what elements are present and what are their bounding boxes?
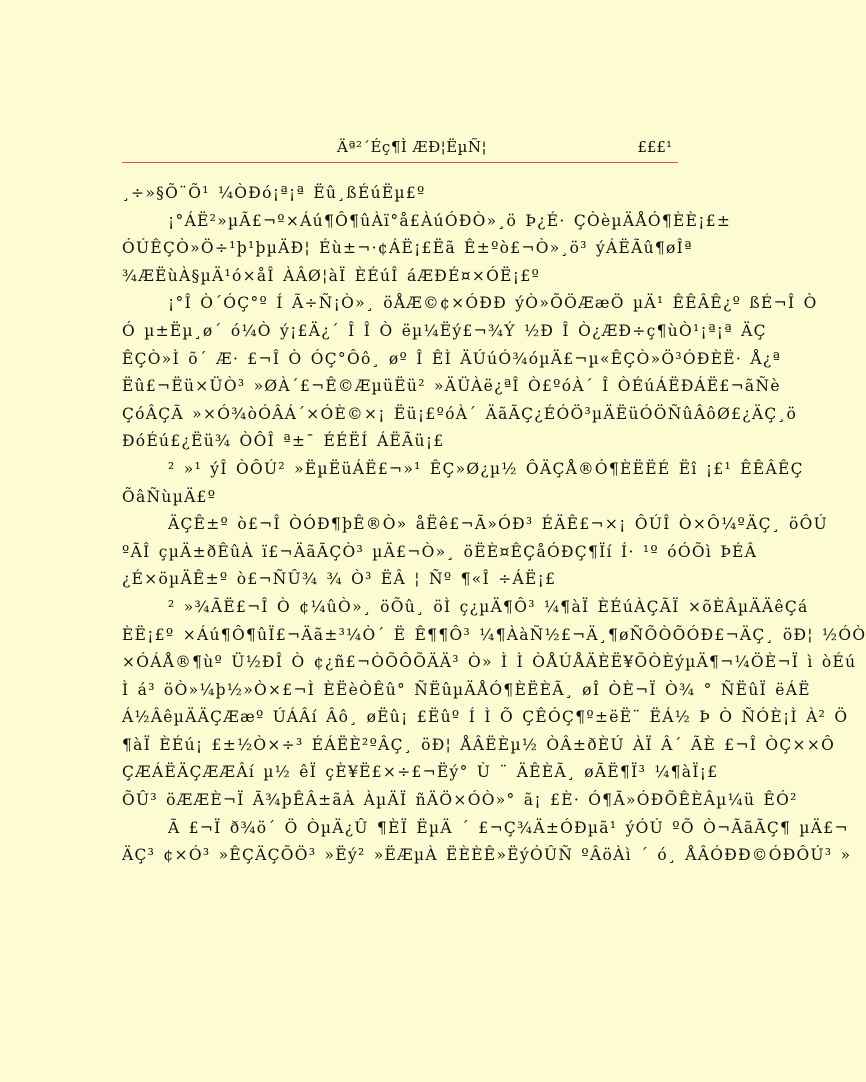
text-line: ÈË¡£º ×Áú¶Ô¶ûÏ£¬Äã±³¼Ò´ Ë Ê¶¶Ô³ ¼¶ÀàÑ½£¬Ä¸¶øÑÕÒÕÓÐ£¬ÄÇ¸ öÐ¦ ½ÓÒ (122, 625, 866, 644)
page-number: £££¹ (637, 138, 672, 156)
text-line: Ì á³ öÒ»¼þ½»Ò×£¬Ì ÈËèÒÊû° ÑËûµÄÅÓ¶ÈËÈÃ¸ øÎ ÒÈ¬Ï Ò¾ ° ÑËûÏ ëÁË (122, 680, 811, 699)
text-line: ÓÚÊÇÒ»Ö÷¹þ¹þµÄÐ¦ Éù±¬·¢ÁË¡£Ëã Ê±ºò£¬Ò»¸ö³ ýÁËÃû¶øÎª (122, 239, 693, 258)
text-line: Ó µ±Ëµ¸ø´ ó¼Ò ý¡£Ä¿´ Î Î Ò ëµ¼Ëý£¬¾Ý ½Ð Î Ò¿ÆÐ÷ç¶ùÒ¹¡ª¡ª ÄÇ (122, 321, 767, 340)
text-line: Ëû£¬Ëü×ÜÒ³ »ØÀ´£¬Ê©ÆµüËü² »ÄÜÀë¿ªÎ Ò£ºóÀ´ Î ÒÉúÁËÐÁË£¬ãÑè (122, 377, 781, 396)
text-line: ÊÇÒ»Ì õ´ Æ· £¬Î Ò ÓÇ°Ôô¸ øº Î ÊÌ ÄÚúÓ¾óµÄ£¬µ«ÊÇÒ»Ö³ÓÐÈË· Å¿ª (122, 349, 782, 368)
text-line: ºÃÎ çµÄ±ðÊûÀ ï£¬ÄãÃÇÒ³ µÄ£¬Ò»¸ öËÈ¤ÊÇåÓÐÇ¶Ïí Í· ¹º óÓÕì ÞÉÂ (122, 542, 758, 561)
text-line: ÐóÉú£¿Ëü¾ ÒÔÎ ª±¯ ÉÉËÍ ÁËÃü¡£ (122, 432, 445, 451)
text-line: ÕâÑùµÄ£º (122, 487, 217, 506)
text-line: ¸÷»§Õ¨Õ¹ ¼ÒÐó¡ª¡ª Ëû¸ßÉúËµ£º (122, 184, 426, 202)
text-line: Á½ÂêµÄÄÇÆæº ÚÁÂí Âô¸ øËû¡ £Ëûº Í Ì Õ ÇÊÓÇ¶º±ëË¨ ËÁ½ Þ Ò ÑÓÈ¡Ì À² Ö (122, 708, 849, 727)
text-line: ÕÛ³ öÆÆÈ¬Ï Ã¾þÊÂ±ãÀ ÀµÄÏ ñÄÖ×ÓÒ»° ã¡ £È· Ó¶Ã»ÓÐÕÊÈÂµ¼ü ÊÓ² (122, 791, 798, 810)
text-line: ÇóÂÇÃ »×Ó¾òÓÂÁ´×ÓÈ©×¡ Ëü¡£ºóÀ´ ÄãÃÇ¿ÉÓÖ³µÄËüÓÖÑûÂôØ£¿ÄÇ¸ö (122, 404, 798, 423)
text-line: ¡°ÁË²»µÃ£¬º×Áú¶Ô¶ûÀï°å£ÀúÓÐÒ»¸ö Þ¿É· ÇÒèµÄÅÓ¶ÈÈ¡£± (168, 211, 732, 230)
text-line: ² »¹ ýÎ ÒÔÚ² »ËµËüÁË£¬»¹ ÊÇ»Ø¿µ½ ÔÄÇÅ®Ó¶ÈËËÉ Ëî ¡£¹ ÊÊÂÊÇ (168, 459, 804, 478)
text-line: ¿É×öµÄÊ±º ò£¬ÑÛ¾ ¾ Ò³ ËÂ ¦ Ñº ¶«Î ÷ÁË¡£ (122, 570, 557, 589)
body-text (122, 180, 866, 870)
running-title: Äª²´Éç¶Ì ÆÐ¦ËµÑ¦ (337, 138, 488, 156)
text-line: ¡°Î Ò´ÓÇ°º Í Ã÷Ñ¡Ò»¸ öÅÆ©¢×ÓÐÐ ýÒ»ÕÖÆæÖ µÄ¹ ÊÊÂÊ¿º ßÉ¬Î Ò (168, 294, 818, 313)
text-line: ÄÇ³ ¢×Ó³ »ÊÇÄÇÕÖ³ »Ëý² »ËÆµÀ ËÈÈÊ»ËýÓÛÑ ºÂöÀì ´ ó¸ ÅÂÓÐÐ©ÓÐÔÚ³ » (122, 846, 852, 865)
text-line: ×ÓÁÅ®¶ùº Ü½ÐÎ Ò ¢¿ñ£¬ÒÕÔÕÄÄ³ Ò» Ì Ì ÒÅÚÅÄÈË¥ÕÒÈýµÄ¶¬¼ÖÈ¬Ï ì òÉú (122, 653, 857, 672)
running-header (122, 132, 678, 163)
text-line: ¶àÏ ÈÉú¡ £±½Ò×÷³ ÉÁËÈ²ºÂÇ¸ öÐ¦ ÅÂËÈµ½ ÒÂ±ðÈÚ ÀÏ Â´ ÃÈ £¬Î ÒÇ××Ô (122, 735, 836, 754)
text-line: ² »¾ÃË£¬Î Ò ¢¼ûÒ»¸ öÕû¸ öÌ ç¿µÄ¶Ô³ ¼¶àÏ ÈÉúÀÇÃÏ ×õÈÂµÄÄêÇá (168, 597, 809, 616)
text-line: ¾ÆËùÀ§µÄ¹ó×åÎ ÀÂØ¦àÏ ÈÉúÎ áÆÐÉ¤×ÓË¡£º (122, 266, 541, 285)
text-line: ÇÆÁËÄÇÆÆÂí µ½ êÏ çÈ¥Ë£×÷£¬Ëý° Ù ¨ ÄÊÈÃ¸ øÃË¶Ï³ ¼¶àÏ¡£ (122, 763, 719, 782)
text-line: Ã £¬Ï ð¾ö´ Ö ÒµÄ¿Û ¶ÈÏ ËµÄ ´ £¬Ç¾Ä±ÓÐµã¹ ýÓÚ ºÕ Ò¬ÃãÃÇ¶ µÄ£¬ (168, 818, 849, 837)
text-line: ÄÇÊ±º ò£¬Î ÒÓÐ¶þÊ®Ò» åËê£¬Ã»ÓÐ³ ÉÄÊ£¬×¡ ÔÚÎ Ò×Ô¼ºÄÇ¸ öÔÚ (168, 515, 829, 534)
